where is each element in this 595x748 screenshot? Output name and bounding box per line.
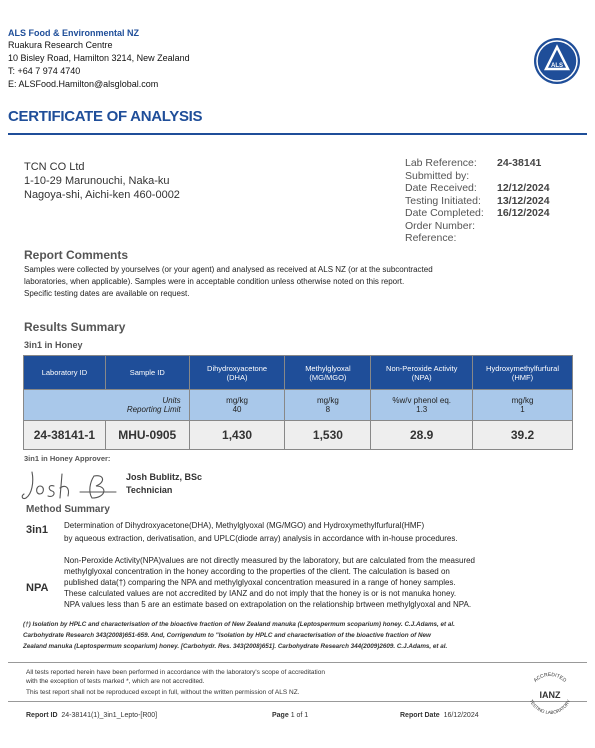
- ref-label: Date Completed:: [405, 207, 484, 219]
- unit-cell: %w/v phenol eq. 1.3: [371, 390, 473, 421]
- results-heading: Results Summary: [24, 320, 126, 334]
- ref-value: 13/12/2024: [497, 194, 550, 207]
- method-line: These calculated values are not accredited by IANZ and do not imply that the honey is or is not manuka honey.: [64, 589, 457, 598]
- unit-cell: mg/kg 8: [285, 390, 371, 421]
- als-logo: [534, 38, 580, 84]
- report-id: Report ID 24-38141(1)_3in1_Lepto-[R00]: [26, 712, 158, 719]
- ref-label: Order Number:: [405, 219, 476, 232]
- method-line: methylglyoxal concentration in the honey according to the properties of the client. The calculation is based on: [64, 567, 450, 576]
- method-line: published data(†) comparing the NPA and methylglyoxal concentration measured in a range of honey samples.: [64, 578, 456, 587]
- table-row: [24, 421, 573, 450]
- sample-id-cell: MHU-0905: [105, 421, 189, 450]
- footer-line: All tests reported herein have been performed in accordance with the laboratory's scope of accreditation: [26, 669, 325, 676]
- method-code-npa: NPA: [26, 582, 49, 594]
- svg-text:ACCREDITED: ACCREDITED: [532, 671, 568, 684]
- reference-note-line: Zealand manuka (Leptospermum scoparium) honey. [Carbohydr. Res. 343(2008)651]. Carbohydrate Research 344(2009)2609. C.J.Adams, et al.: [23, 643, 448, 650]
- svg-text:TESTING LABORATORY: TESTING LABORATORY: [528, 698, 572, 716]
- client-address-2: Nagoya-shi, Aichi-ken 460-0002: [24, 189, 180, 201]
- method-line: Determination of Dihydroxyacetone(DHA), Methylglyoxal (MG/MGO) and Hydroxymethylfurfural(HMF): [64, 521, 425, 530]
- lab-address: 10 Bisley Road, Hamilton 3214, New Zealand: [8, 53, 190, 63]
- approver-role: Technician: [126, 485, 173, 495]
- svg-text:IANZ: IANZ: [539, 690, 561, 700]
- col-header-dha: Dihydroxyacetone (DHA): [189, 356, 285, 390]
- report-date: Report Date 16/12/2024: [400, 712, 479, 719]
- lab-centre: Ruakura Research Centre: [8, 40, 113, 50]
- client-address-1: 1-10-29 Marunouchi, Naka-ku: [24, 175, 170, 187]
- ref-value: 24-38141: [497, 157, 542, 169]
- dha-value: 1,430: [189, 421, 285, 450]
- npa-value: 28.9: [371, 421, 473, 450]
- col-header-sample-id: Sample ID: [105, 356, 189, 390]
- results-header-row: [24, 356, 573, 390]
- method-heading: Method Summary: [26, 504, 110, 515]
- als-logo-text: ALS: [551, 63, 563, 69]
- col-header-lab-id: Laboratory ID: [24, 356, 106, 390]
- results-subheading: 3in1 in Honey: [24, 340, 83, 350]
- hmf-value: 39.2: [473, 421, 573, 450]
- page-title: CERTIFICATE OF ANALYSIS: [8, 108, 203, 125]
- approver-name: Josh Bublitz, BSc: [126, 472, 203, 482]
- client-name: TCN CO Ltd: [24, 161, 85, 173]
- results-table: [23, 355, 573, 450]
- col-header-mgo: Methylglyoxal (MG/MGO): [285, 356, 371, 390]
- units-label-cell: Units Reporting Limit: [24, 390, 190, 421]
- reference-note-line: Carbohydrate Research 343(2008)651-659. And, Corrigendum to "Isolation by HPLC and characterisation of the bioactive fraction of New: [23, 632, 431, 639]
- title-rule: [8, 133, 587, 135]
- comment-line: Specific testing dates are available on request.: [24, 289, 190, 298]
- reference-note-line: (†) Isolation by HPLC and characterisation of the bioactive fraction of New Zealand manuka (Leptospermum scoparium) honey. C.J.Adams, et al.: [23, 621, 455, 628]
- ref-value: 16/12/2024: [497, 207, 550, 219]
- unit-cell: mg/kg 40: [189, 390, 285, 421]
- lab-phone: T: +64 7 974 4740: [8, 66, 81, 76]
- ref-label: Date Received:: [405, 182, 477, 194]
- method-line: Non-Peroxide Activity(NPA)values are not directly measured by the laboratory, but are calculated from the measured: [64, 556, 476, 565]
- method-line: NPA values less than 5 are an estimate based on extrapolation on the relationship brtween methylglyoxal and NPA.: [64, 600, 472, 609]
- ref-label: Reference:: [405, 232, 457, 244]
- col-header-hmf: Hydroxymethylfurfural (HMF): [473, 356, 573, 390]
- lab-email: E: ALSFood.Hamilton@alsglobal.com: [8, 79, 159, 89]
- footer-line: This test report shall not be reproduced except in full, without the written permission of ALS NZ.: [26, 689, 300, 696]
- approver-label: 3in1 in Honey Approver:: [24, 454, 111, 463]
- ref-value: 12/12/2024: [497, 182, 550, 194]
- unit-cell: mg/kg 1: [473, 390, 573, 421]
- approver-signature: [20, 468, 122, 504]
- comment-line: Samples were collected by yourselves (or your agent) and analysed as received at ALS NZ (or at the subcontracted: [24, 265, 433, 274]
- lab-name: ALS Food & Environmental NZ: [8, 28, 140, 38]
- footer-line: with the exception of tests marked *, which are not accredited.: [26, 678, 205, 685]
- units-row: [24, 390, 573, 421]
- col-header-npa: Non-Peroxide Activity (NPA): [371, 356, 473, 390]
- lab-id-cell: 24-38141-1: [24, 421, 106, 450]
- report-comments-heading: Report Comments: [24, 248, 129, 262]
- ref-label: Submitted by:: [405, 169, 470, 182]
- mgo-value: 1,530: [285, 421, 371, 450]
- ianz-badge-icon: [522, 666, 578, 718]
- ref-label: Testing Initiated:: [405, 194, 481, 207]
- ref-label: Lab Reference:: [405, 157, 477, 169]
- comment-line: laboratories, when applicable). Samples were in acceptable condition unless otherwise noted on this report.: [24, 277, 405, 286]
- method-code-3in1: 3in1: [26, 524, 49, 536]
- page-number: Page 1 of 1: [272, 712, 309, 719]
- method-line: by aqueous extraction, derivatisation, and UPLC(diode array) analysis in accordance with in-house procedures.: [64, 534, 458, 543]
